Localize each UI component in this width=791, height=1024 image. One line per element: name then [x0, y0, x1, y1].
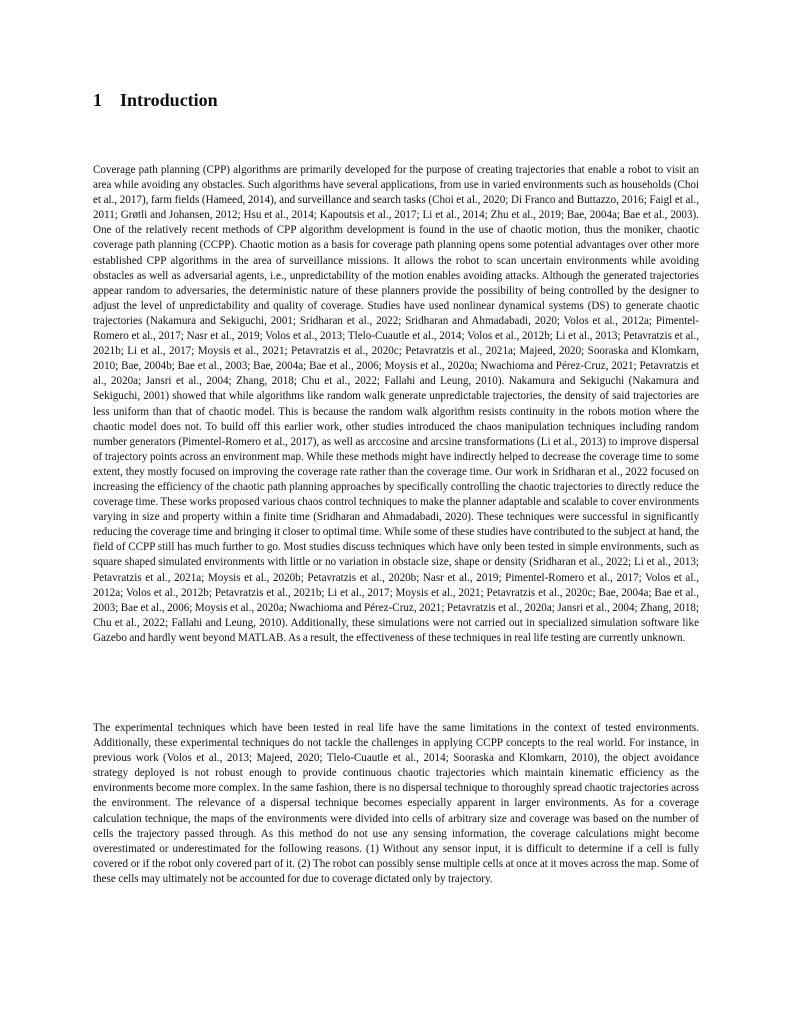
- section-title: Introduction: [120, 90, 218, 110]
- section-heading: [93, 89, 218, 111]
- intro-paragraph-2: The experimental techniques which have been tested in real life have the same limitations in the context of tested environments. Additionally, these experimental techniques do not tackle the challenges in applying CCPP concepts to the real world. For instance, in previous work (Volos et al., 2013; Majeed, 2020; Tlelo-Cuautle et al., 2014; Sooraska and Klomkarn, 2010), the object avoidance strategy deployed is not robust enough to provide continuous chaotic trajectories which maintain kinematic efficiency as the environments become more complex. In the same fashion, there is no dispersal technique to thoroughly spread chaotic trajectories across the environment. The relevance of a dispersal technique becomes especially apparent in larger environments. As for a coverage calculation technique, the maps of the environments were divided into cells of arbitrary size and coverage was based on the number of cells the trajectory passed through. As this method do not use any sensing information, the coverage calculations might become overestimated or underestimated for the following reasons. (1) Without any sensor input, it is difficult to determine if a cell is fully covered or if the robot only covered part of it. (2) The robot can possibly sense multiple cells at once at it moves across the map. Some of these cells may ultimately not be accounted for due to coverage dictated only by trajectory.: [93, 722, 699, 885]
- section-number: 1: [93, 90, 102, 110]
- intro-paragraph-1: Coverage path planning (CPP) algorithms are primarily developed for the purpose of creating trajectories that enable a robot to visit an area while avoiding any obstacles. Such algorithms have several applications, from use in varied environments such as households (Choi et al., 2017), farm fields (Hameed, 2014), and surveillance and search tasks (Choi et al., 2020; Di Franco and Buttazzo, 2016; Faigl et al., 2011; Grøtli and Johansen, 2012; Hsu et al., 2014; Kapoutsis et al., 2017; Li et al., 2014; Zhu et al., 2019; Bae, 2004a; Bae et al., 2003). One of the relatively recent methods of CPP algorithm development is found in the use of chaotic motion, thus the moniker, chaotic coverage path planning (CCPP). Chaotic motion as a basis for coverage path planning opens some potential advantages over other more established CPP algorithms in the area of surveillance missions. It allows the robot to scan uncertain environments while avoiding obstacles as well as adversarial agents, i.e., unpredictability of the motion enables avoiding attacks. Although the generated trajectories appear random to adversaries, the deterministic nature of these planners provide the possibility of being controlled by the designer to adjust the level of unpredictability and quality of coverage. Studies have used nonlinear dynamical systems (DS) to generate chaotic trajectories (Nakamura and Sekiguchi, 2001; Sridharan et al., 2022; Sridharan and Ahmadabadi, 2020; Volos et al., 2012a; Pimentel-Romero et al., 2017; Nasr et al., 2019; Volos et al., 2013; Tlelo-Cuautle et al., 2014; Volos et al., 2012b; Li et al., 2013; Petavratzis et al., 2021b; Li et al., 2017; Moysis et al., 2021; Petavratzis et al., 2020c; Petavratzis et al., 2021a; Majeed, 2020; Sooraska and Klomkarn, 2010; Bae, 2004b; Bae et al., 2003; Bae, 2004a; Bae et al., 2006; Moysis et al., 2020a; Nwachioma and Pérez-Cruz, 2021; Petavratzis et al., 2020a; Jansri et al., 2004; Zhang, 2018; Chu et al., 2022; Fallahi and Leung, 2010). Nakamura and Sekiguchi (Nakamura and Sekiguchi, 2001) showed that while algorithms like random walk generate unpredictable trajectories, the density of said trajectories are less uniform than that of chaotic model. This is because the random walk algorithm resists continuity in the robots motion where the chaotic model does not. To build off this earlier work, other studies introduced the chaos manipulation techniques including random number generators (Pimentel-Romero et al., 2017), as well as arccosine and arcsine transformations (Li et al., 2013) to improve dispersal of trajectory points across an environment map. While these methods might have indirectly helped to decrease the coverage time to some extent, they mostly focused on improving the coverage rate rather than the coverage time. Our work in Sridharan et al., 2022 focused on increasing the efficiency of the chaotic path planning approaches by specifically controlling the chaotic trajectories to directly reduce the coverage time. These works proposed various chaos control techniques to make the planner adaptable and scalable to cover environments varying in size and property within a finite time (Sridharan and Ahmadabadi, 2020). These techniques were successful in significantly reducing the coverage time and bringing it closer to optimal time. While some of these studies have contributed to the subject at hand, the field of CCPP still has much further to go. Most studies discuss techniques which have only been tested in simple environments, such as square shaped simulated environments with little or no variation in obstacle size, shape or density (Sridharan et al., 2022; Li et al., 2013; Petavratzis et al., 2021a; Moysis et al., 2020b; Petavratzis et al., 2020b; Nasr et al., 2019; Pimentel-Romero et al., 2017; Volos et al., 2012a; Volos et al., 2012b; Petavratzis et al., 2021b; Li et al., 2017; Moysis et al., 2021; Petavratzis et al., 2020c; Bae, 2004a; Bae et al., 2003; Bae et al., 2006; Moysis et al., 2020a; Nwachioma and Pérez-Cruz, 2021; Petavratzis et al., 2020a; Jansri et al., 2004; Zhang, 2018; Chu et al., 2022; Fallahi and Leung, 2010). Additionally, these simulations were not carried out in specialized simulation software like Gazebo and hardly went beyond MATLAB. As a result, the effectiveness of these techniques in real life testing are currently unknown.: [93, 164, 699, 644]
